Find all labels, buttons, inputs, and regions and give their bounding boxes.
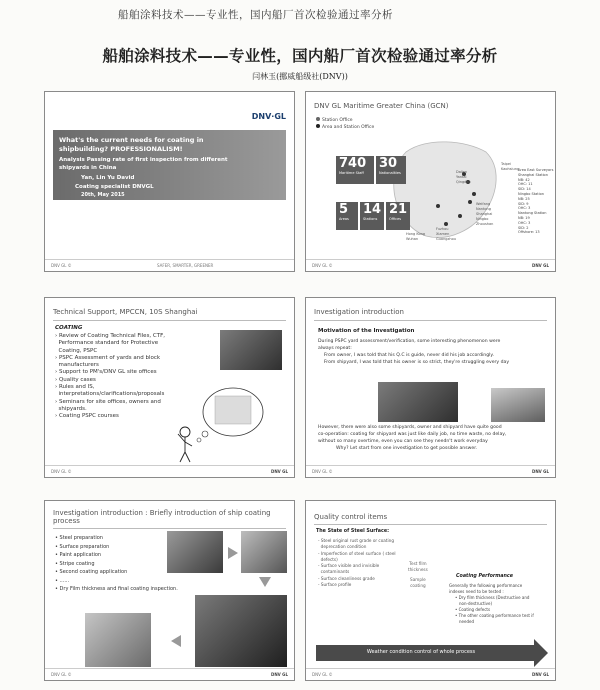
list-item: › PSPC Assessment of yards and block	[55, 354, 161, 361]
body-text-top	[318, 338, 509, 366]
city-label: Ningbo	[476, 217, 489, 221]
arrow-down-icon	[259, 577, 271, 587]
list-item: - Surface profile	[318, 582, 352, 588]
list-item: • Dry Film thickness and final coating inspection.	[55, 586, 178, 592]
slide-gcn-map	[305, 91, 556, 272]
tank-photo	[195, 595, 287, 667]
city-label: Guangzhou	[436, 237, 456, 241]
slide-title-line-2: process	[53, 517, 80, 525]
list-item: Coating, PSPC	[58, 347, 98, 354]
footer-right: DNV GL	[271, 469, 288, 474]
city-labels-3	[436, 227, 456, 242]
stat-label: Areas	[339, 217, 349, 221]
slide-title: Investigation introduction : Briefly introduction of ship coating	[53, 509, 271, 517]
arrow-left-icon	[171, 635, 181, 647]
list-item: contaminants	[320, 569, 350, 575]
legend-area: Area and Station Office	[316, 124, 374, 130]
list-item: - Steel original rust grade or coating	[318, 538, 394, 543]
slide-footer	[45, 465, 294, 477]
list-item: interpretations/clarifications/proposals	[58, 391, 165, 398]
cover-date: 20th, May 2015	[81, 192, 125, 198]
cover-presenter: Yan, Lin Yu David	[81, 175, 135, 181]
list-item: • Steel preparation	[55, 535, 103, 541]
city-label: Fuzhou	[436, 227, 449, 231]
title-divider	[53, 528, 286, 529]
slide-title: Technical Support, MPCCN, 10S Shanghai	[53, 308, 198, 316]
station-details: Area East Surveyors Shanghai Station NB: 42 OHC: 11 SID: 14 Ningbo Station NB: 25 SID: 9 OHC: 3 Nantong Station NB: 19 OHC: 3 SID: 2 Offshore: 13	[518, 168, 554, 235]
thinking-figure-illustration	[163, 334, 283, 464]
city-labels-4	[406, 232, 425, 242]
cover-subtitle-1: Analysis Passing rate of first inspection from different	[59, 157, 228, 163]
footer-left: DNV GL ©	[312, 469, 333, 474]
stat-box-areas	[336, 202, 358, 230]
slide-footer	[306, 465, 555, 477]
section-heading: Motivation of the Investigation	[318, 328, 415, 334]
text-line: co-operation: coating for shipyard was just like daily job, no time waste, no delay,	[318, 432, 507, 437]
text-line: From shipyard, I was told that his owner is so strict, they're struggling every day	[324, 360, 510, 365]
list-item: › Coating PSPC courses	[55, 413, 119, 420]
body-text-bottom	[318, 424, 506, 452]
hull-photo	[491, 388, 545, 422]
slide-footer	[306, 668, 555, 680]
stat-label: Maritime Staff	[339, 171, 364, 175]
slide-cover	[44, 91, 295, 272]
list-item: • Stripe coating	[55, 560, 95, 567]
list-item: shipyards.	[58, 405, 87, 412]
list-item: › Support to PM's/DNV GL site offices	[55, 369, 157, 376]
arrow-right-icon	[228, 547, 238, 559]
footer-left: DNV GL ©	[312, 263, 333, 268]
list-item: › Rules and IS,	[55, 384, 95, 391]
stat-number: 5	[339, 202, 349, 217]
steel-photo	[167, 531, 223, 573]
inspection-photo	[85, 613, 151, 667]
footer-right: DNV GL	[532, 263, 549, 268]
city-label: Xiamen	[436, 232, 450, 236]
city-labels	[456, 170, 471, 185]
footer-left: DNV GL ©	[312, 672, 333, 677]
stat-box-staff	[336, 156, 374, 184]
city-label: Taipei	[501, 162, 512, 166]
list-item: • Surface preparation	[55, 543, 110, 550]
stat-box-offices	[386, 202, 410, 230]
section-heading: COATING	[55, 325, 83, 331]
stat-number: 14	[363, 202, 382, 217]
slide-title: Quality control items	[314, 513, 388, 521]
list-item: • Paint application	[55, 552, 102, 558]
banner-text: Weather condition control of whole process	[366, 649, 476, 655]
footer-right: DNV GL	[532, 469, 549, 474]
list-item: • ......	[55, 577, 70, 584]
list-item: deprecation condition	[320, 544, 367, 550]
meeting-photo	[378, 382, 458, 422]
slide-footer	[45, 668, 294, 680]
slide-footer	[306, 259, 555, 271]
stat-label: Offices	[389, 217, 402, 221]
city-labels-5	[501, 162, 519, 172]
footer-left: DNV GL ©	[51, 672, 72, 677]
cover-headline-2: shipbuilding? PROFESSIONALISM!	[59, 145, 183, 153]
text-line: However, there were also some shipyards, owner and shipyard have quite good	[318, 425, 502, 430]
city-label: Zhoushan	[476, 222, 494, 226]
page-title: 船舶涂料技术——专业性，国内船厂首次检验通过率分析	[102, 47, 498, 65]
list-item: - Imperfection of steel surface ( steel	[318, 550, 396, 556]
dot-icon	[316, 124, 320, 128]
title-divider	[53, 320, 286, 321]
city-label: Shanghai	[476, 212, 493, 216]
stat-number: 740	[339, 156, 367, 171]
city-label: Wuhan	[406, 237, 419, 241]
text-line: From owner, I was told that his Q.C is guide, never did his job accordingly.	[324, 353, 494, 358]
city-label: Yantai	[456, 175, 467, 179]
city-label: Dalian	[456, 170, 468, 174]
city-label: Kaohsiung	[501, 167, 520, 171]
stat-number: 21	[389, 202, 408, 217]
weather-banner	[316, 645, 534, 661]
slide-title: DNV GL Maritime Greater China (GCN)	[314, 102, 449, 110]
dnvgl-logo: DNV·GL	[251, 112, 286, 121]
list-item: - Surface cleanliness grade	[318, 575, 375, 581]
city-label: Nantong	[476, 207, 491, 211]
stat-number: 30	[379, 156, 398, 171]
coating-list	[55, 333, 165, 421]
stat-label: Nationalities	[379, 171, 401, 175]
title-divider	[314, 320, 547, 321]
footer-right: DNV GL	[532, 672, 549, 677]
list-item: - Surface visible and invisible	[318, 563, 380, 569]
text-line: without so many overtime, even you can see they needn't work everyday	[318, 439, 488, 444]
city-labels-2	[476, 202, 493, 227]
slide-technical-support	[44, 297, 295, 478]
cover-banner	[53, 130, 286, 200]
list-item: manufacturers	[58, 362, 99, 369]
perf-text: Generally the following performance indexes need to be tested : • Dry film thickness (Destructive and non-destructive) • Coating defects • The other coating performance test if needed	[449, 583, 534, 624]
list-item: Performance standard for Protective	[58, 340, 159, 347]
city-label: Qingdao	[456, 180, 471, 184]
title-divider	[314, 524, 547, 525]
text-line: During PSPC yard assessment/verification, some interesting phenomenon were	[318, 339, 501, 344]
cover-role: Coating specialist DNVGL	[75, 184, 154, 190]
slide-coating-process	[44, 500, 295, 681]
mid-labels: Test film thickness Sample coating	[408, 561, 428, 588]
list-item: › Quality cases	[55, 376, 96, 383]
list-item: defects)	[320, 556, 338, 562]
stat-box-nationalities	[376, 156, 406, 184]
footer-left: DNV GL ©	[51, 263, 72, 268]
stat-box-stations	[360, 202, 384, 230]
city-label: Hong Kong	[406, 232, 426, 236]
blasting-photo	[241, 531, 287, 573]
banner-arrow-icon	[534, 639, 548, 667]
section-heading: The State of Steel Surface:	[316, 529, 390, 534]
perf-heading: Coating Performance	[456, 574, 514, 579]
steel-surface-items	[318, 538, 396, 588]
city-label: Weifang	[476, 202, 491, 206]
slide-investigation-intro	[305, 297, 556, 478]
slide-footer	[45, 259, 294, 271]
footer-left: DNV GL ©	[51, 469, 72, 474]
stat-label: Stations	[363, 217, 378, 221]
dot-icon	[316, 117, 320, 121]
cover-headline-1: What's the current needs for coating in	[59, 136, 204, 144]
text-line: Why? Let start from one investigation to get possible answer.	[336, 446, 478, 451]
list-item: › Review of Coating Technical Files, CTF,	[55, 333, 166, 339]
list-item: › Seminars for site offices, owners and	[55, 398, 161, 405]
running-head: 船舶涂料技术——专业性，国内船厂首次检验通过率分析	[118, 9, 393, 21]
legend-station: Station Office	[316, 117, 353, 123]
author-line: 闫林玉(挪威船级社(DNV))	[252, 72, 348, 81]
slide-title: Investigation introduction	[314, 308, 404, 316]
slide-quality-control	[305, 500, 556, 681]
process-steps	[55, 534, 178, 594]
cover-subtitle-2: shipyards in China	[59, 165, 117, 171]
text-line: always repeat:	[318, 346, 352, 351]
footer-center: SAFER, SMARTER, GREENER	[157, 263, 214, 268]
footer-right: DNV GL	[271, 672, 288, 677]
list-item: • Second coating application	[55, 569, 128, 575]
